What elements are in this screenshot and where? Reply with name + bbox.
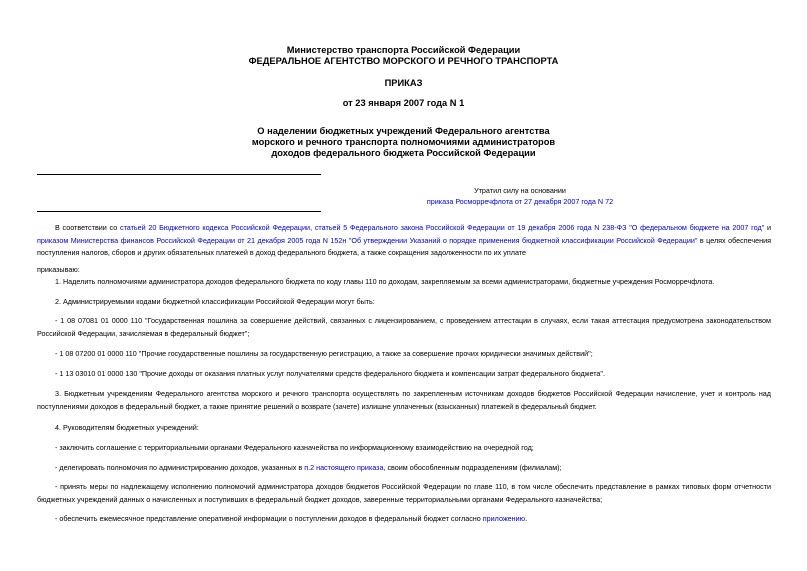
- subitem-text: - делегировать полномочия по администрированию доходов, указанных в: [55, 463, 305, 472]
- agency-name: ФЕДЕРАЛЬНОЕ АГЕНТСТВО МОРСКОГО И РЕЧНОГО ТРАНСПОРТА: [248, 56, 559, 66]
- divider: [37, 174, 321, 175]
- preamble-text: в целях обеспечения поступления налогов, сборов и других обязательных платежей в доход федерального бюджета, а также сокращения задолженности по их уплате: [37, 235, 771, 258]
- code-item-1: - 1 08 07081 01 0000 110 "Государственная пошлина за совершение действий, связанных с лицензированием, с проведением аттестации в случаях, если такая аттестация предусмотрена законодательством Российской Федерации, зачисляемая в федеральный бюджет";: [37, 316, 771, 338]
- federal-law-link[interactable]: статьей 5 Федерального закона Российской Федерации от 19 декабря 2006 года N 238-ФЗ "О федеральном бюджете на 2007 год": [314, 223, 765, 232]
- paragraph-3: 3. Бюджетным учреждениям Федерального агентства морского и речного транспорта осуществлять по закрепленным источникам доходов бюджетов Российской Федерации начисление, учет и контроль над поступлениями доходов в федеральный бюджет, а также принятие решений о возврате (зачете) излишне уплаченных (взысканных) платежей в федеральный бюджет.: [37, 389, 771, 411]
- subitem-4: [37, 513, 771, 526]
- doc-title-line: доходов федерального бюджета Российской Федерации: [271, 148, 536, 158]
- doc-title-line: морского и речного транспорта полномочиями администраторов: [251, 137, 556, 147]
- preamble-text: В соответствии со: [55, 223, 120, 232]
- subitem-2: [37, 462, 771, 475]
- lost-force-link[interactable]: приказа Росморречфлота от 27 декабря 2007 года N 72: [426, 197, 614, 206]
- paragraph-1: 1. Наделить полномочиями администратора доходов федерального бюджета по коду главы 110 по доходам, закрепляемым за всеми администраторами, бюджетные учреждения Росморречфлота.: [55, 277, 715, 286]
- paragraph-2: 2. Администрируемыми кодами бюджетной классификации Российской Федерации могут быть:: [55, 297, 375, 306]
- budget-code-link[interactable]: статьей 20 Бюджетного кодекса Российской Федерации: [119, 223, 311, 232]
- this-order-link[interactable]: настоящего приказа: [316, 463, 384, 472]
- code-item-2: - 1 08 07200 01 0000 110 "Прочие государственные пошлины за государственную регистрацию, а также за совершение прочих юридически значимых действий";: [55, 349, 593, 358]
- subitem-3: - принять меры по надлежащему исполнению полномочий администратора доходов бюджетов Российской Федерации по главе 110, в том числе обеспечить представление в рамках типовых форм отчетности бюджетных учреждений данных о начисленных и поступивших в федеральный бюджет доходов, заверенные территориальными органами Федерального казначейства;: [37, 482, 771, 504]
- subitem-1: - заключить соглашение с территориальными органами Федерального казначейства по информационному взаимодействию на очередной год;: [55, 443, 534, 452]
- divider: [37, 211, 321, 212]
- code-item-3: - 1 13 03010 01 0000 130 "Прочие доходы от оказания платных услуг получателями средств федерального бюджета и компенсации затрат федерального бюджета".: [55, 369, 605, 378]
- lost-force-note: Утратил силу на основании: [474, 186, 566, 195]
- doc-type: ПРИКАЗ: [384, 78, 423, 88]
- subitem-text: .: [525, 514, 528, 523]
- ministry-name: Министерство транспорта Российской Федерации: [286, 45, 521, 55]
- order-word: приказываю:: [37, 265, 80, 274]
- preamble: [37, 222, 771, 260]
- appendix-link[interactable]: приложению: [482, 514, 526, 523]
- subitem-text: - обеспечить ежемесячное представление оперативной информации о поступлении доходов в федеральный бюджет согласно: [55, 514, 483, 523]
- subitem-text: , своим обособленным подразделениям (филиалам);: [383, 463, 562, 472]
- paragraph-4: 4. Руководителям бюджетных учреждений:: [55, 423, 199, 432]
- doc-title-line: О наделении бюджетных учреждений Федерального агентства: [257, 126, 550, 136]
- doc-date: от 23 января 2007 года N 1: [342, 98, 465, 108]
- preamble-text: и: [764, 223, 771, 232]
- minfin-order-link[interactable]: приказом Министерства финансов Российской Федерации от 21 декабря 2005 года N 152н "Об утверждении Указаний о порядке применения бюджетной классификации Российской Федерации": [37, 235, 698, 245]
- clause-2-link[interactable]: п.2: [304, 463, 315, 472]
- preamble-text: ,: [310, 223, 315, 232]
